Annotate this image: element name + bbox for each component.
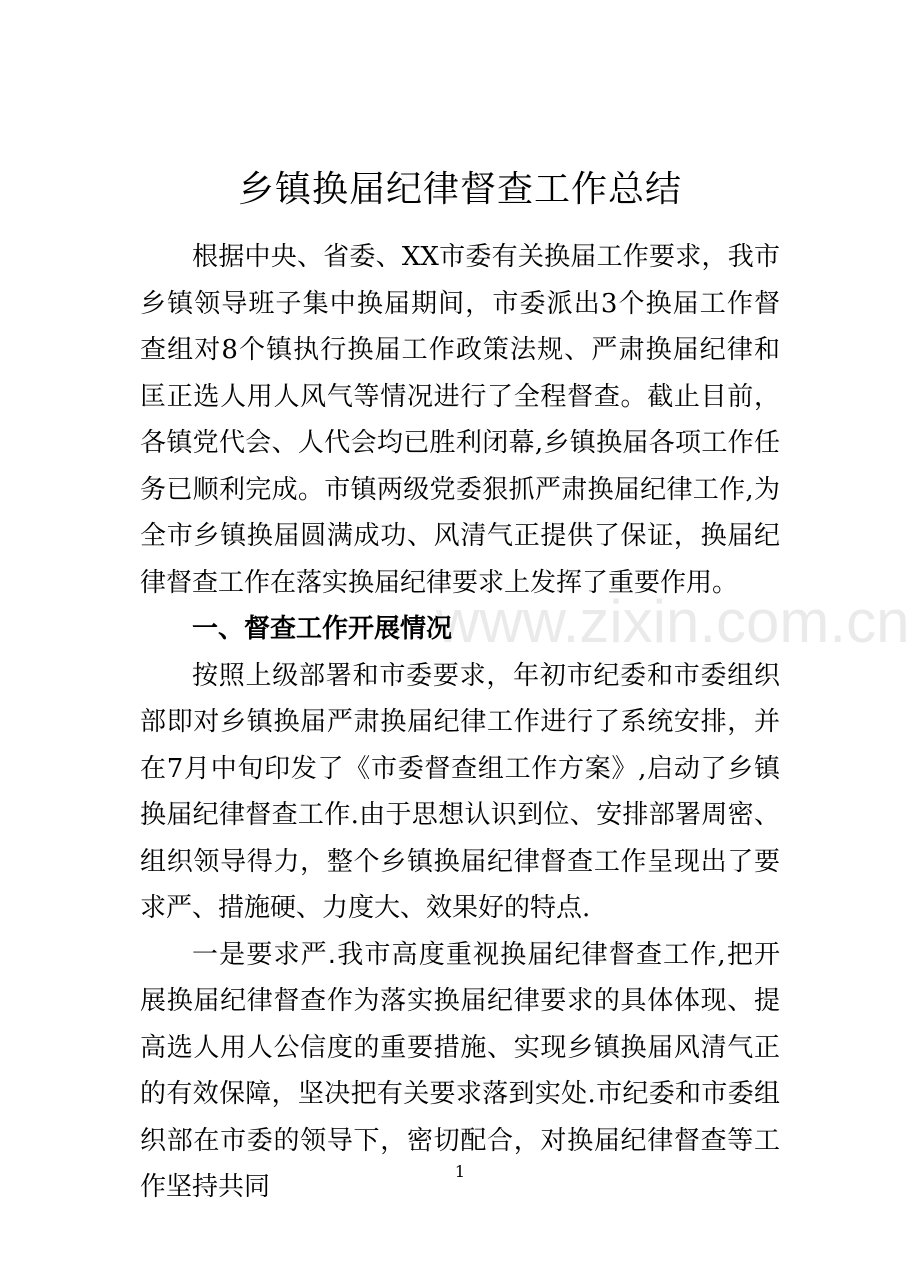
document-body bbox=[140, 234, 780, 1211]
paragraph-overview: 按照上级部署和市委要求，年初市纪委和市委组织部即对乡镇换届严肃换届纪律工作进行了系统安排，并在7月中旬印发了《市委督查组工作方案》,启动了乡镇换届纪律督查工作.由于思想认识到位、安排部署周密、组织领导得力，整个乡镇换届纪律督查工作呈现出了要求严、措施硬、力度大、效果好的特点. bbox=[140, 660, 780, 923]
document-title: 乡镇换届纪律督查工作总结 bbox=[237, 169, 682, 210]
point-1-lead: 一是要求严. bbox=[192, 939, 337, 970]
page-number: 1 bbox=[454, 1162, 466, 1181]
section-heading-1: 一、督查工作开展情况 bbox=[192, 614, 453, 644]
watermark: www.zixin.com.cn bbox=[436, 588, 910, 655]
paragraph-intro: 根据中央、省委、XX市委有关换届工作要求，我市乡镇领导班子集中换届期间，市委派出3个换届工作督查组对8个镇执行换届工作政策法规、严肃换届纪律和匡正选人用人风气等情况进行了全程督查。截止目前，各镇党代会、人代会均已胜利闭幕,乡镇换届各项工作任务已顺利完成。市镇两级党委狠抓严肃换届纪律工作,为全市乡镇换届圆满成功、风清气正提供了保证，换届纪律督查工作在落实换届纪律要求上发挥了重要作用。 bbox=[140, 242, 780, 598]
point-1-text: 我市高度重视换届纪律督查工作,把开展换届纪律督查作为落实换届纪律要求的具体体现、提高选人用人公信度的重要措施、实现乡镇换届风清气正的有效保障，坚决把有关要求落到实处.市纪委和市委组织部在市委的领导下，密切配合，对换届纪律督查等工作坚持共同 bbox=[140, 939, 781, 1202]
